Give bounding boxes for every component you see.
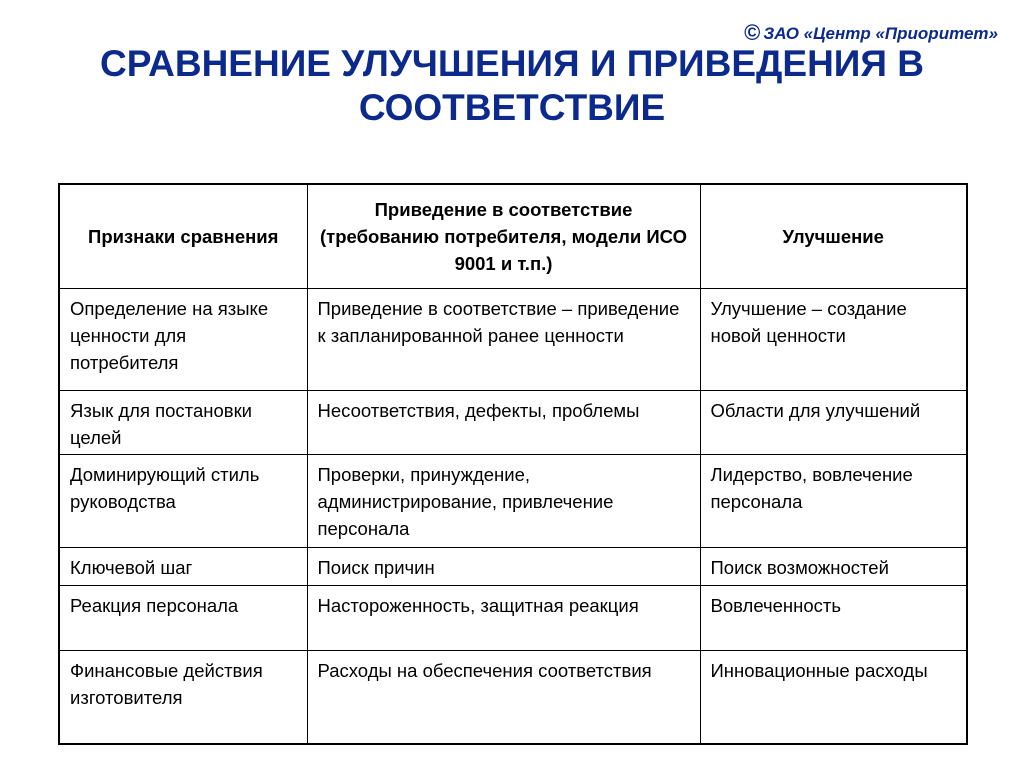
page-title: СРАВНЕНИЕ УЛУЧШЕНИЯ И ПРИВЕДЕНИЯ В СООТВЕТСТВИЕ bbox=[100, 43, 924, 128]
table-cell-improvement: Инновационные расходы bbox=[700, 650, 967, 744]
table-row bbox=[59, 390, 967, 454]
table-cell-criteria: Реакция персонала bbox=[59, 585, 307, 650]
table-cell-conformance: Несоответствия, дефекты, проблемы bbox=[307, 390, 700, 454]
table-cell-conformance: Поиск причин bbox=[307, 547, 700, 585]
table-header-row bbox=[59, 184, 967, 288]
table-cell-improvement: Области для улучшений bbox=[700, 390, 967, 454]
table-cell-conformance: Настороженность, защитная реакция bbox=[307, 585, 700, 650]
table-cell-criteria: Определение на языке ценности для потребителя bbox=[59, 288, 307, 390]
table-cell-conformance: Расходы на обеспечения соответствия bbox=[307, 650, 700, 744]
table-cell-conformance: Проверки, принуждение, администрирование, привлечение персонала bbox=[307, 454, 700, 547]
table-cell-criteria: Финансовые действия изготовителя bbox=[59, 650, 307, 744]
table-row bbox=[59, 454, 967, 547]
table-row bbox=[59, 585, 967, 650]
table-row bbox=[59, 650, 967, 744]
comparison-table bbox=[58, 183, 968, 745]
table-cell-conformance: Приведение в соответствие – приведение к запланированной ранее ценности bbox=[307, 288, 700, 390]
table-cell-criteria: Доминирующий стиль руководства bbox=[59, 454, 307, 547]
copyright-symbol: © bbox=[744, 20, 761, 45]
header-conformance: Приведение в соответствие (требованию потребителя, модели ИСО 9001 и т.п.) bbox=[307, 184, 700, 288]
table-cell-criteria: Ключевой шаг bbox=[59, 547, 307, 585]
table-cell-improvement: Лидерство, вовлечение персонала bbox=[700, 454, 967, 547]
copyright-text: ЗАО «Центр «Приоритет» bbox=[763, 24, 998, 43]
table-row bbox=[59, 288, 967, 390]
comparison-table-container bbox=[58, 183, 966, 743]
header-criteria: Признаки сравнения bbox=[59, 184, 307, 288]
table-cell-improvement: Улучшение – создание новой ценности bbox=[700, 288, 967, 390]
table-row bbox=[59, 547, 967, 585]
table-cell-criteria: Язык для постановки целей bbox=[59, 390, 307, 454]
table-cell-improvement: Поиск возможностей bbox=[700, 547, 967, 585]
table-cell-improvement: Вовлеченность bbox=[700, 585, 967, 650]
header-improvement: Улучшение bbox=[700, 184, 967, 288]
